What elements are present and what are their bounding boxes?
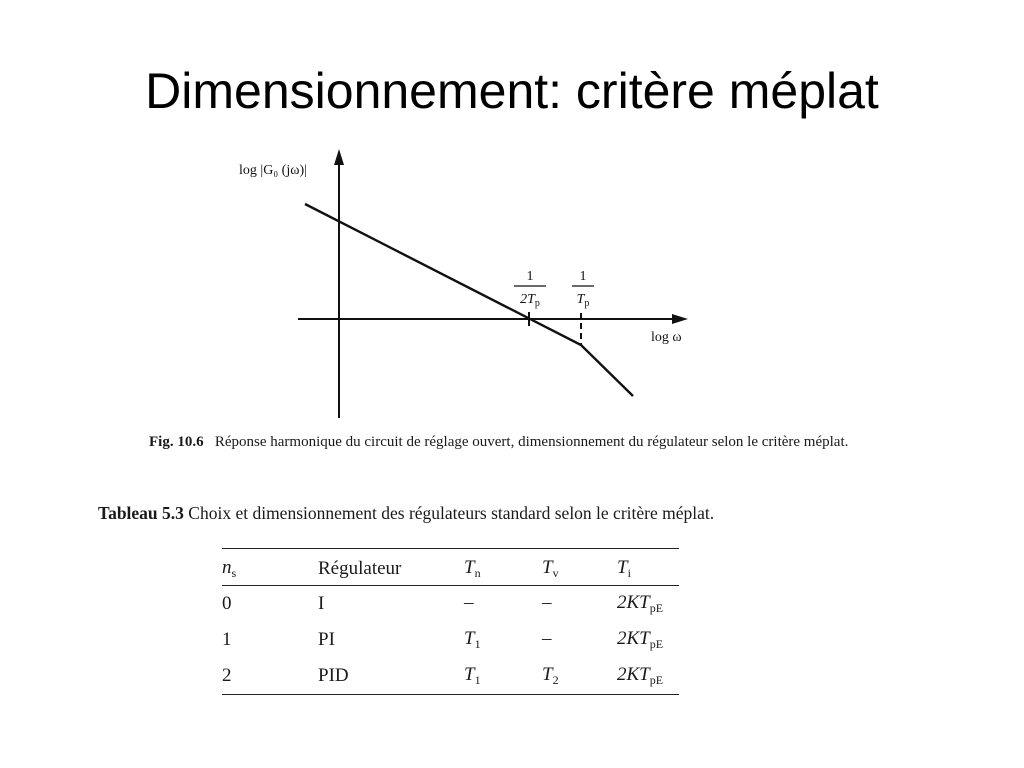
y-axis-arrow	[334, 149, 344, 165]
cell-tn: $T_1$	[464, 628, 481, 651]
cell-ns: 1	[222, 629, 232, 650]
figure-caption-text: Réponse harmonique du circuit de réglage ouvert, dimensionnement du régulateur selon le critère méplat.	[214, 434, 849, 450]
figure-caption	[149, 432, 849, 452]
tick2-denominator-sub: p	[584, 298, 590, 309]
regulator-table	[222, 548, 679, 695]
cell-ti: $2KT_{pE}$	[617, 628, 664, 651]
cell-ns: 2	[222, 665, 232, 686]
cell-tv: –	[542, 628, 552, 649]
tick1-denominator-main: 2T	[520, 292, 535, 307]
tick1-denominator-sub: p	[534, 298, 540, 309]
cell-regulateur: PI	[318, 629, 335, 650]
cell-ti: $2KT_{pE}$	[617, 592, 664, 615]
table-row	[222, 658, 679, 695]
tick2-denominator-main: T	[576, 292, 585, 307]
cell-tv: –	[542, 592, 552, 613]
cell-ns: 0	[222, 593, 232, 614]
table-row	[222, 622, 679, 658]
x-axis-label: log ω	[651, 330, 682, 345]
cell-ti: $2KT_{pE}$	[617, 664, 664, 687]
tick1-denominator	[520, 292, 540, 309]
table-header-row	[222, 549, 679, 586]
x-axis-arrow	[672, 314, 688, 324]
tick1-numerator: 1	[526, 269, 534, 284]
table-caption-label: Tableau 5.3	[98, 503, 184, 523]
tick2-numerator: 1	[579, 269, 587, 284]
cell-tn: $T_1$	[464, 664, 481, 687]
table-caption-text: Choix et dimensionnement des régulateurs standard selon le critère méplat.	[188, 503, 715, 523]
figure-caption-label: Fig. 10.6	[149, 434, 204, 450]
table-caption	[98, 503, 858, 524]
header-regulateur: Régulateur	[318, 558, 402, 579]
y-axis-label: log |G₀ (jω)|	[239, 163, 307, 178]
cell-regulateur: I	[318, 593, 325, 614]
header-ti: $T_i$	[617, 557, 631, 580]
header-ns: $n_s$	[222, 557, 237, 580]
table-row	[222, 586, 679, 623]
cell-tv: $T_2$	[542, 664, 559, 687]
cell-tn: –	[464, 592, 474, 613]
header-tv: $T_v$	[542, 557, 559, 580]
cell-regulateur: PID	[318, 665, 349, 686]
slide-title: Dimensionnement: critère méplat	[145, 63, 879, 119]
header-tn: $T_n$	[464, 557, 481, 580]
tick2-denominator	[577, 292, 590, 309]
